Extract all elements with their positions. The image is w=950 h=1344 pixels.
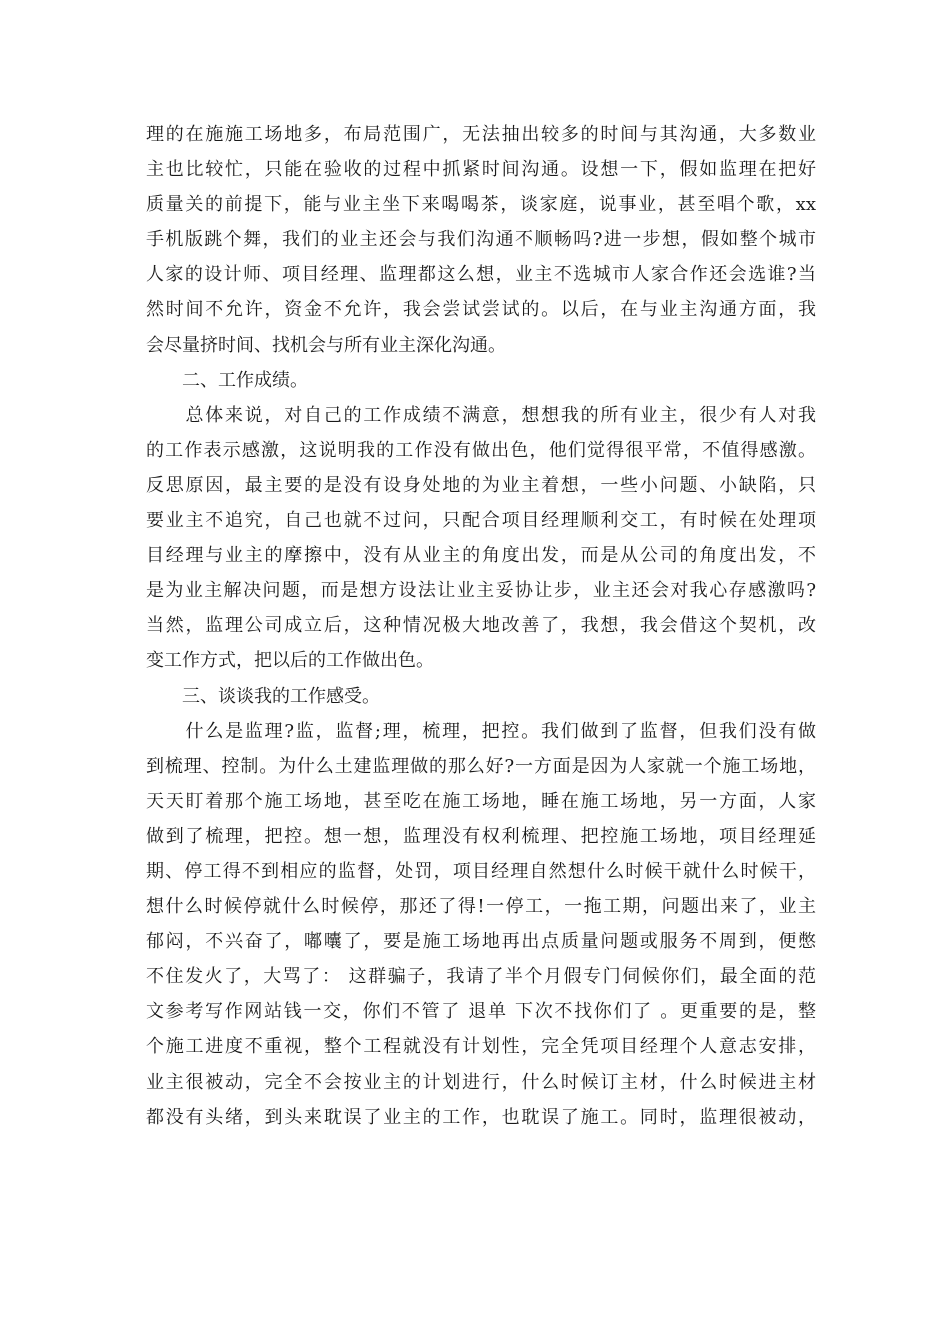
text-line: 到梳理、控制。为什么土建监理做的那么好?一方面是因为人家就一个施工场地，: [146, 755, 816, 777]
text-line: 的工作表示感激，这说明我的工作没有做出色，他们觉得很平常，不值得感激。: [146, 439, 816, 461]
text-line: 业主很被动，完全不会按业主的计划进行，什么时候订主材，什么时候进主材: [146, 1071, 816, 1093]
text-line: 质量关的前提下，能与业主坐下来喝喝茶，谈家庭，说事业，甚至唱个歌，xx: [146, 194, 816, 216]
text-line: 主也比较忙，只能在验收的过程中抓紧时间沟通。设想一下，假如监理在把好: [146, 159, 816, 181]
text-line: 要业主不追究，自己也就不过问，只配合项目经理顺利交工，有时候在处理项: [146, 510, 816, 532]
text-line: 然时间不允许，资金不允许，我会尝试尝试的。以后，在与业主沟通方面，我: [146, 299, 816, 321]
text-line: 都没有头绪，到头来耽误了业主的工作，也耽误了施工。同时，监理很被动，: [146, 1106, 816, 1128]
text-line: 理的在施施工场地多，布局范围广，无法抽出较多的时间与其沟通，大多数业: [146, 124, 816, 145]
section-heading: 二、工作成绩。: [146, 369, 308, 391]
text-line: 想什么时候停就什么时候停，那还了得!一停工，一拖工期，问题出来了，业主: [146, 896, 816, 918]
text-line: 个施工进度不重视，整个工程就没有计划性，完全凭项目经理个人意志安排，: [146, 1036, 816, 1058]
section-heading: 三、谈谈我的工作感受。: [146, 685, 380, 707]
text-line: 当然，监理公司成立后，这种情况极大地改善了，我想，我会借这个契机，改: [146, 615, 816, 637]
text-line: 反思原因，最主要的是没有设身处地的为业主着想，一些小问题、小缺陷，只: [146, 474, 816, 496]
text-line: 郁闷，不兴奋了，嘟囔了，要是施工场地再出点质量问题或服务不周到，便憋: [146, 931, 816, 953]
text-line: 总体来说，对自己的工作成绩不满意，想想我的所有业主，很少有人对我: [146, 404, 816, 426]
text-line: 人家的设计师、项目经理、监理都这么想，业主不选城市人家合作还会选谁?当: [146, 264, 816, 286]
body-text: [146, 117, 816, 1135]
text-line: 文参考写作网站钱一交，你们不管了 退单 下次不找你们了 。更重要的是，整: [146, 1001, 816, 1023]
text-line: 天天盯着那个施工场地，甚至吃在施工场地，睡在施工场地，另一方面，人家: [146, 790, 816, 812]
text-line: 什么是监理?监，监督;理，梳理，把控。我们做到了监督，但我们没有做: [146, 720, 816, 742]
text-line: 变工作方式，把以后的工作做出色。: [146, 650, 434, 672]
text-line: 会尽量挤时间、找机会与所有业主深化沟通。: [146, 334, 506, 356]
text-line: 做到了梳理，把控。想一想，监理没有权利梳理、把控施工场地，项目经理延: [146, 825, 816, 847]
text-line: 目经理与业主的摩擦中，没有从业主的角度出发，而是从公司的角度出发，不: [146, 545, 816, 567]
text-line: 不住发火了，大骂了： 这群骗子，我请了半个月假专门伺候你们，最全面的范: [146, 966, 816, 988]
text-line: 手机版跳个舞，我们的业主还会与我们沟通不顺畅吗?进一步想，假如整个城市: [146, 229, 816, 251]
text-line: 是为业主解决问题，而是想方设法让业主妥协让步，业主还会对我心存感激吗?: [146, 580, 816, 602]
text-line: 期、停工得不到相应的监督，处罚，项目经理自然想什么时候干就什么时候干，: [146, 860, 816, 882]
